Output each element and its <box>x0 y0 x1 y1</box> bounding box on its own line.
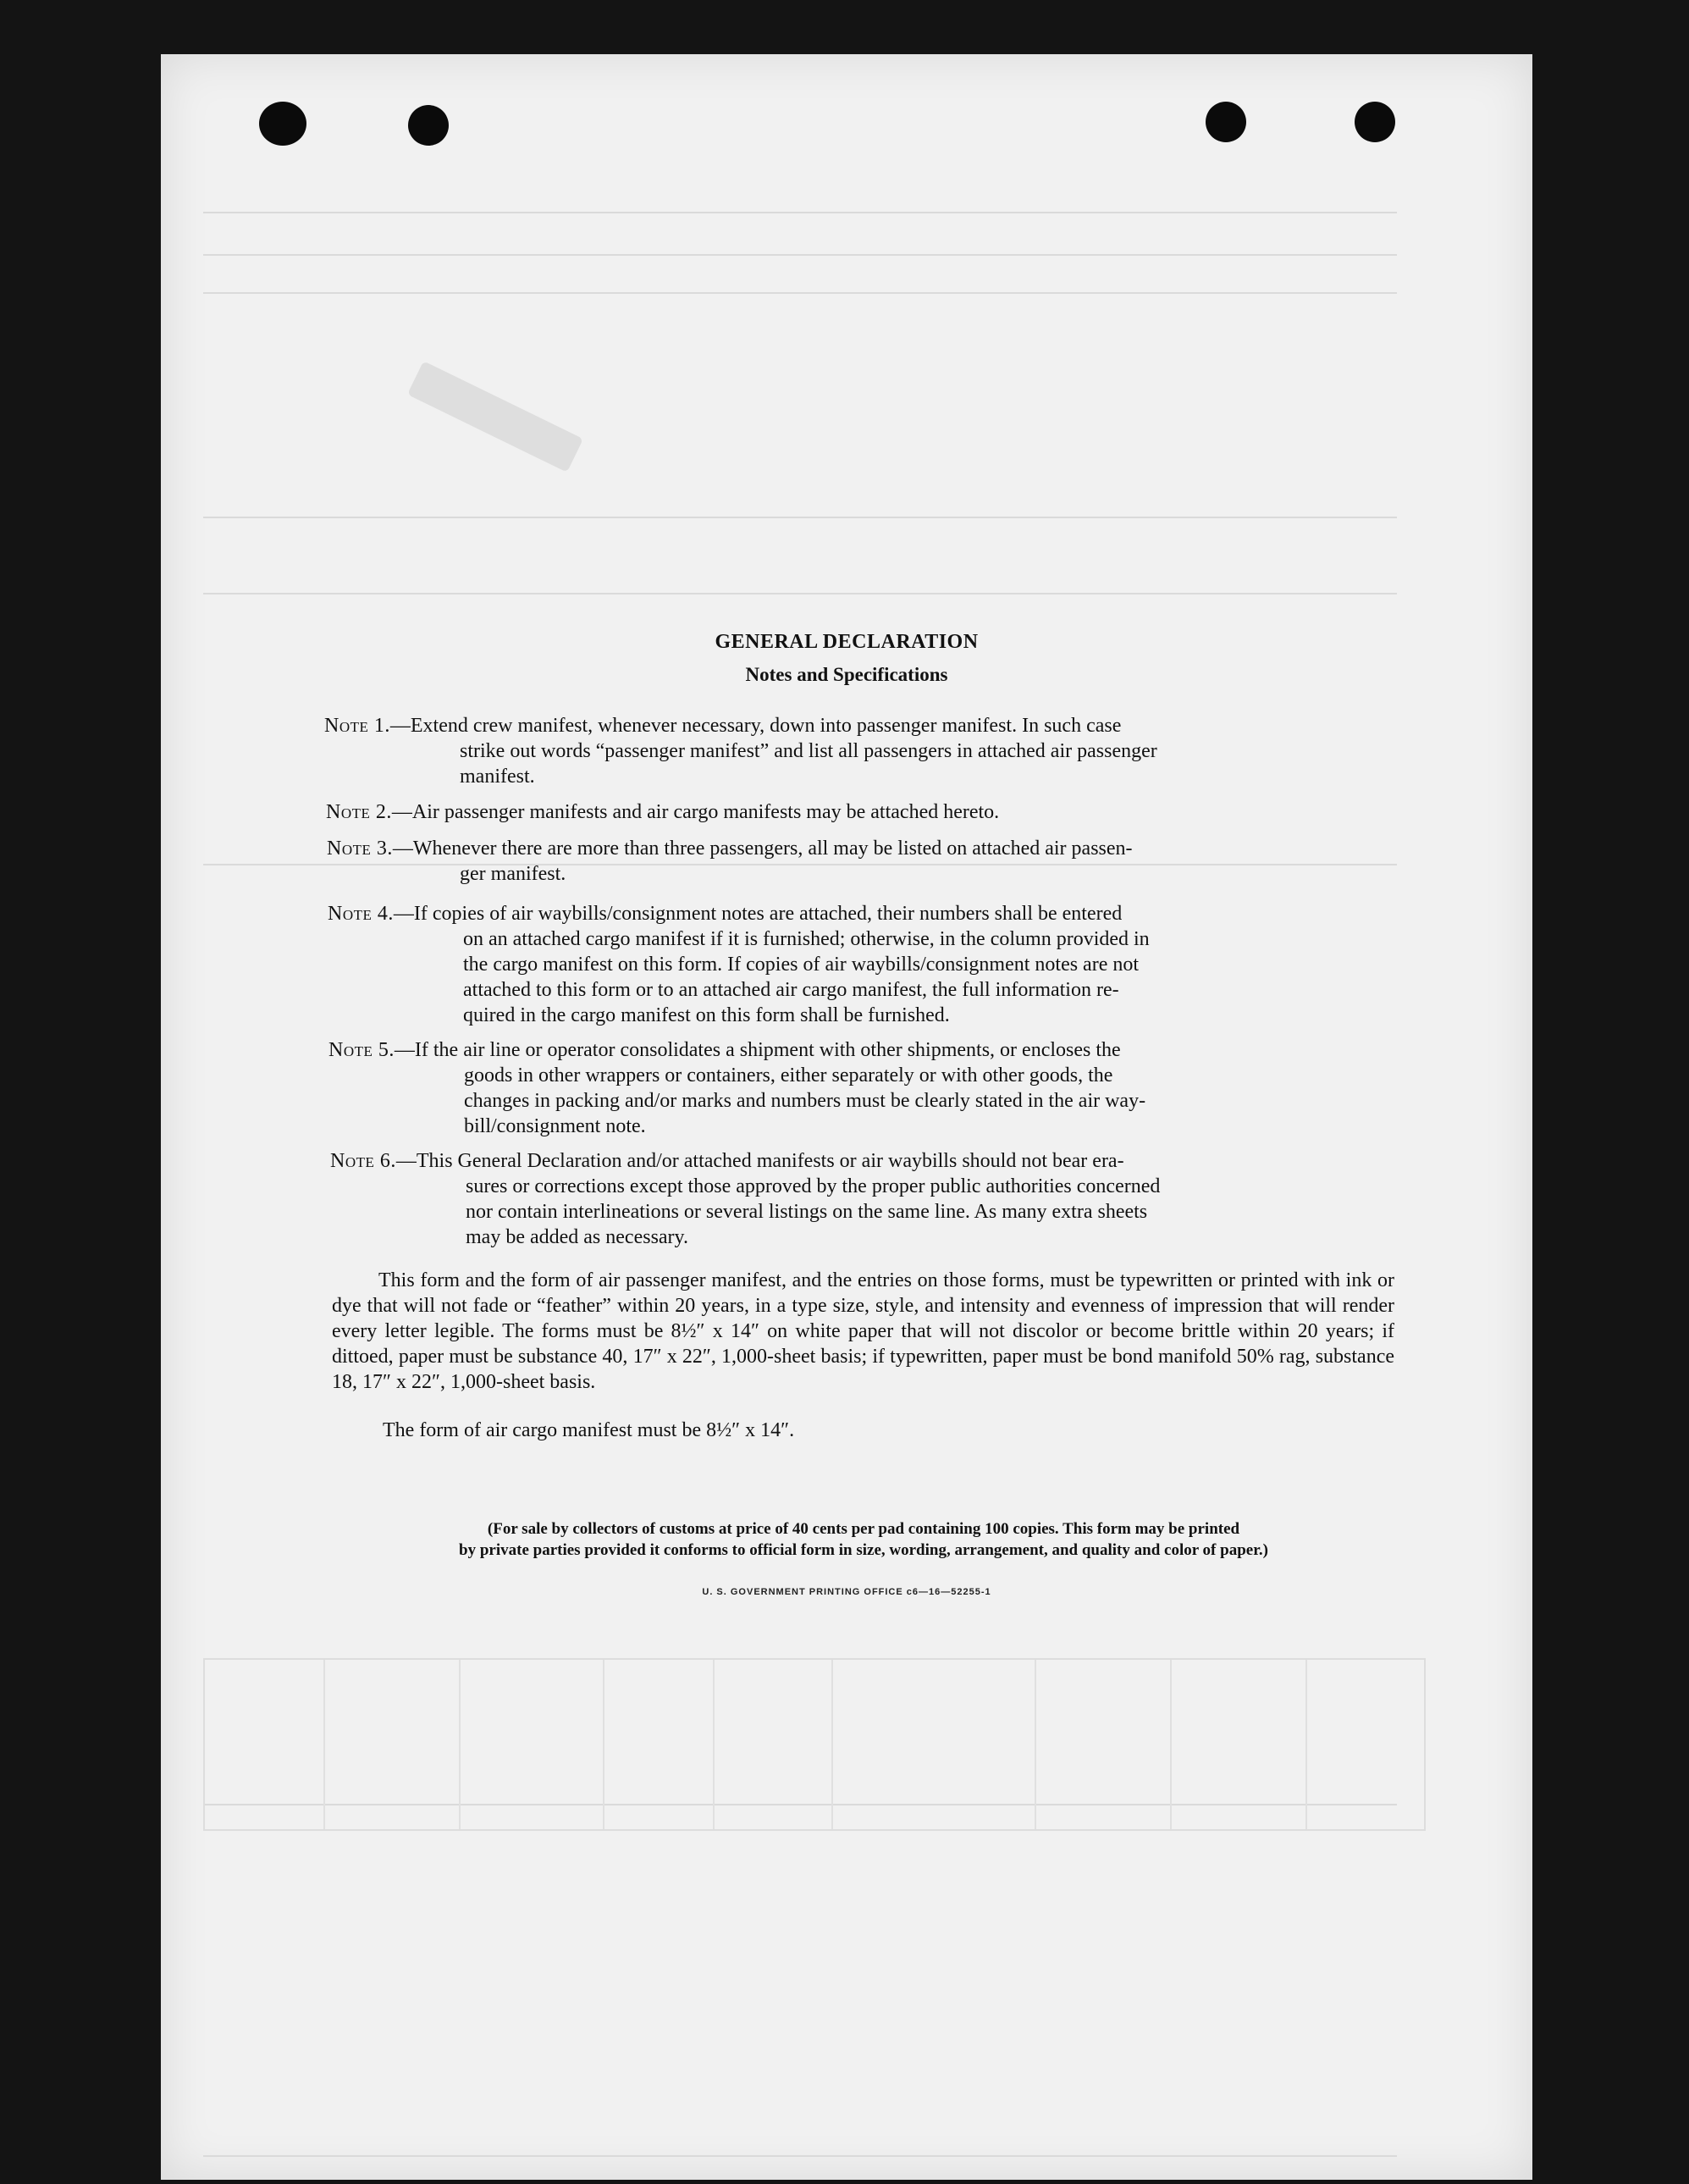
note-text: —This General Declaration and/or attached manifests or air waybills should not bear era- <box>395 1150 1124 1172</box>
form-requirements-paragraph <box>332 1268 1394 1395</box>
note-text: bill/consignment note. <box>464 1115 646 1137</box>
punch-hole-left-1 <box>259 102 306 146</box>
note-text: —Whenever there are more than three passengers, all may be listed on attached air passen- <box>392 838 1133 860</box>
cargo-manifest-size-line: The form of air cargo manifest must be 8½″ x 14″. <box>383 1419 795 1441</box>
note-1 <box>324 713 1393 789</box>
note-label: Note 1. <box>324 715 390 737</box>
printing-office-imprint: U. S. GOVERNMENT PRINTING OFFICE c6—16—52255-1 <box>702 1587 991 1597</box>
sale-notice-line-1: (For sale by collectors of customs at price of 40 cents per pad containing 100 copies. This form may be printed <box>487 1520 1240 1538</box>
note-text: changes in packing and/or marks and numbers must be clearly stated in the air way- <box>464 1090 1146 1112</box>
note-text: quired in the cargo manifest on this form shall be furnished. <box>463 1004 950 1026</box>
punch-hole-right-1 <box>1206 102 1246 142</box>
note-text: —Extend crew manifest, whenever necessary, down into passenger manifest. In such case <box>389 715 1122 737</box>
note-label: Note 6. <box>330 1150 396 1172</box>
note-text: sures or corrections except those approved by the proper public authorities concerned <box>466 1175 1161 1197</box>
note-text: manifest. <box>460 766 535 788</box>
punch-hole-right-2 <box>1355 102 1395 142</box>
note-text: goods in other wrappers or containers, either separately or with other goods, the <box>464 1064 1113 1086</box>
note-label: Note 4. <box>328 903 394 925</box>
note-text: the cargo manifest on this form. If copies of air waybills/consignment notes are not <box>463 954 1140 976</box>
note-label: Note 2. <box>326 801 392 823</box>
note-text: nor contain interlineations or several listings on the same line. As many extra sheets <box>466 1201 1148 1223</box>
note-text: —If copies of air waybills/consignment notes are attached, their numbers shall be entered <box>393 903 1123 925</box>
document-subtitle: Notes and Specifications <box>745 664 948 685</box>
note-6 <box>330 1148 1397 1250</box>
note-3 <box>327 836 1395 887</box>
sale-notice-line-2: by private parties provided it conforms to official form in size, wording, arrangement, and quality and color of paper.) <box>459 1541 1268 1559</box>
note-text: attached to this form or to an attached air cargo manifest, the full information re- <box>463 979 1119 1001</box>
note-text: strike out words “passenger manifest” and list all passengers in attached air passenger <box>460 740 1157 762</box>
punch-hole-left-2 <box>408 105 449 146</box>
note-text: —If the air line or operator consolidates a shipment with other shipments, or encloses the <box>394 1039 1121 1061</box>
sale-notice <box>330 1518 1397 1561</box>
document-title: GENERAL DECLARATION <box>715 631 979 653</box>
note-label: Note 5. <box>328 1039 395 1061</box>
note-5 <box>328 1037 1397 1139</box>
note-4 <box>328 901 1396 1028</box>
paragraph-text: This form and the form of air passenger manifest, and the entries on those forms, must be typewritten or printed with ink or dye that will not fade or “feather” within 20 years, in a type size, style, and intensity and evenness of impression that will render every letter legible. The forms must be 8½″ x 14″ on white paper that will not discolor or become brittle within 20 years; if dittoed, paper must be substance 40, 17″ x 22″, 1,000-sheet basis; if typewritten, paper must be bond manifold 50% rag, substance 18, 17″ x 22″, 1,000-sheet basis. <box>332 1269 1394 1393</box>
note-text: ger manifest. <box>460 863 566 885</box>
note-text: on an attached cargo manifest if it is furnished; otherwise, in the column provided in <box>463 928 1150 950</box>
note-text: may be added as necessary. <box>466 1226 688 1248</box>
note-text: —Air passenger manifests and air cargo manifests may be attached hereto. <box>391 801 1000 823</box>
note-2 <box>326 799 1394 825</box>
note-label: Note 3. <box>327 838 393 860</box>
